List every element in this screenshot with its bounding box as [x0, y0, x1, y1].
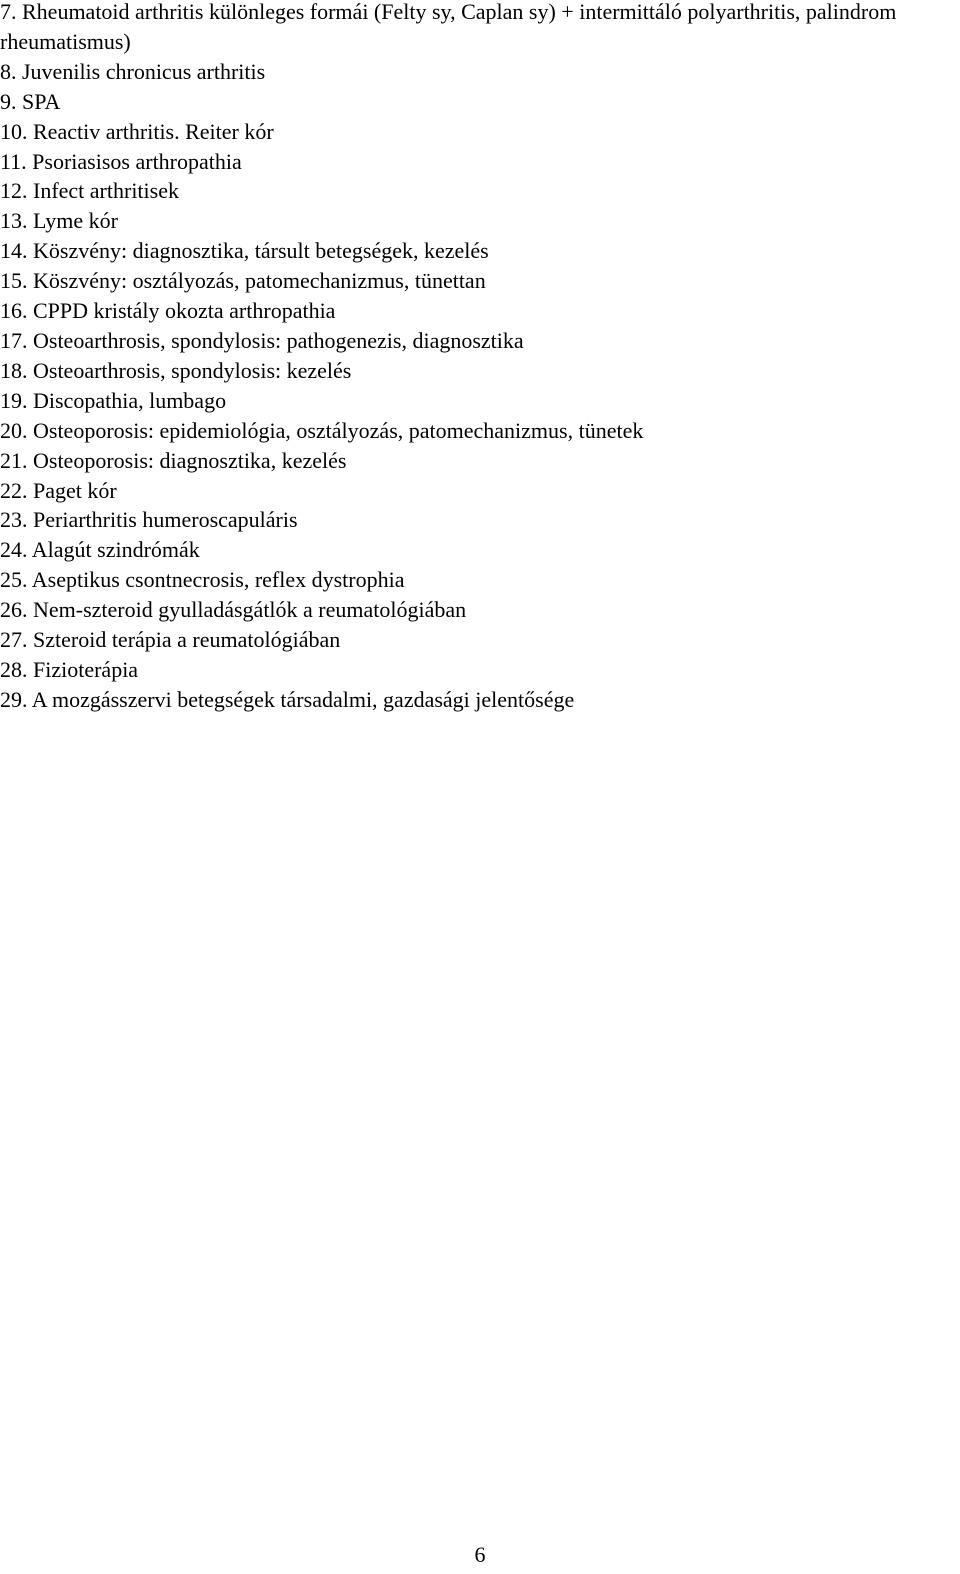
list-item: 17. Osteoarthrosis, spondylosis: pathogenezis, diagnosztika	[0, 327, 524, 353]
list-item: 13. Lyme kór	[0, 208, 118, 234]
list-item: 24. Alagút szindrómák	[0, 537, 200, 563]
list-item: 25. Aseptikus csontnecrosis, reflex dystrophia	[0, 567, 405, 593]
list-item: 8. Juvenilis chronicus arthritis	[0, 58, 266, 84]
list-item: 16. CPPD kristály okozta arthropathia	[0, 298, 336, 324]
page-number: 6	[474, 1542, 486, 1567]
list-item: 15. Köszvény: osztályozás, patomechanizmus, tünettan	[0, 268, 486, 294]
list-item: 11. Psoriasisos arthropathia	[0, 148, 242, 174]
list-item: 10. Reactiv arthritis. Reiter kór	[0, 118, 274, 144]
list-item: 12. Infect arthritisek	[0, 178, 179, 204]
list-item: 29. A mozgásszervi betegségek társadalmi, gazdasági jelentősége	[0, 686, 575, 712]
list-item: 22. Paget kór	[0, 477, 117, 503]
list-item: 23. Periarthritis humeroscapuláris	[0, 507, 298, 533]
list-item: 21. Osteoporosis: diagnosztika, kezelés	[0, 447, 347, 473]
list-item: 19. Discopathia, lumbago	[0, 387, 227, 413]
list-item: 26. Nem-szteroid gyulladásgátlók a reumatológiában	[0, 597, 467, 623]
list-item: 14. Köszvény: diagnosztika, társult betegségek, kezelés	[0, 238, 489, 264]
list-item: 7. Rheumatoid arthritis különleges formái (Felty sy, Caplan sy) + intermittáló polyarthritis, palindrom rheumatismus)	[0, 0, 897, 54]
list-item: 9. SPA	[0, 88, 61, 114]
topic-list	[0, 0, 956, 715]
list-item: 28. Fizioterápia	[0, 656, 139, 682]
list-item: 18. Osteoarthrosis, spondylosis: kezelés	[0, 357, 352, 383]
list-item: 20. Osteoporosis: epidemiológia, osztályozás, patomechanizmus, tünetek	[0, 417, 644, 443]
list-item: 27. Szteroid terápia a reumatológiában	[0, 627, 341, 653]
